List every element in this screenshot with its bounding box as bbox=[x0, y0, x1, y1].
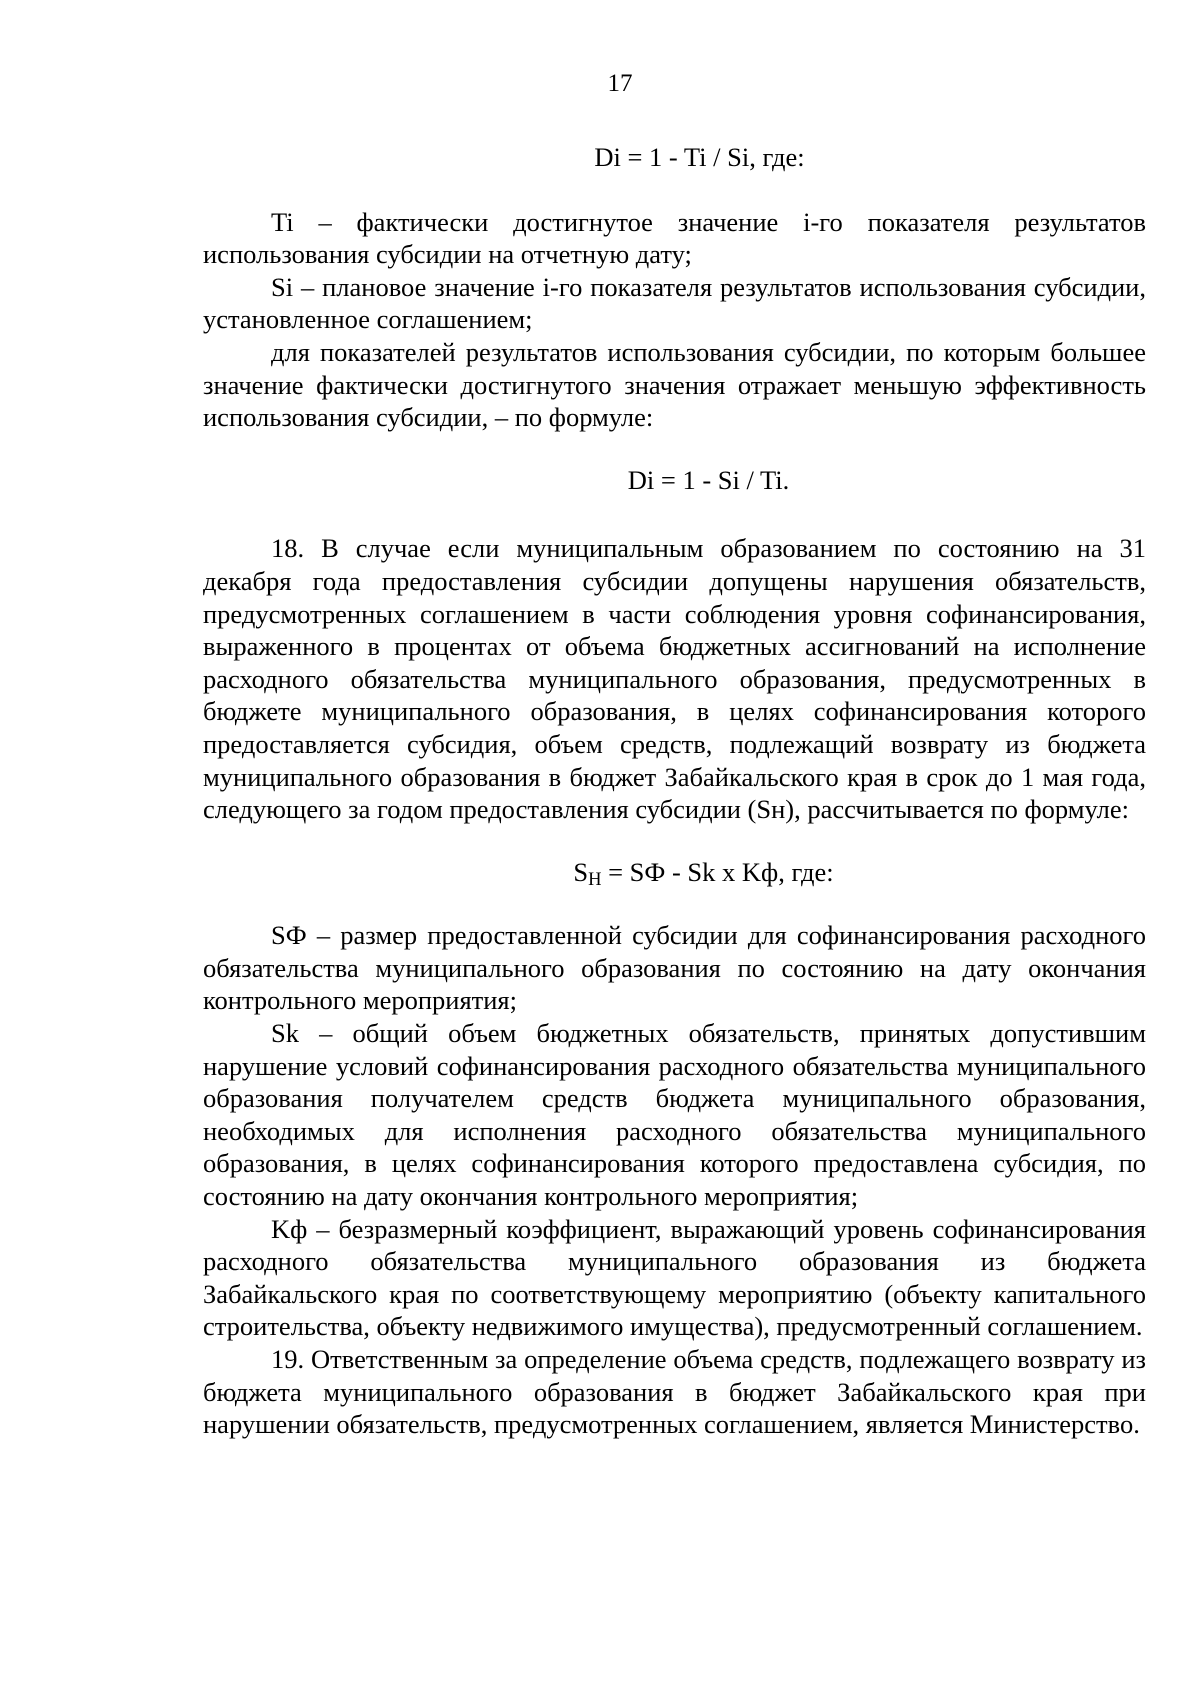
definition-si: Si – плановое значение i-го показателя результатов использования субсидии, установленное соглашением; bbox=[203, 271, 1146, 335]
definition-ti: Ti – фактически достигнутое значение i-го показателя результатов использования субсидии на отчетную дату; bbox=[203, 206, 1146, 270]
paragraph-18: 18. В случае если муниципальным образованием по состоянию на 31 декабря года предоставления субсидии допущены нарушения обязательств, предусмотренных соглашением в части соблюдения уровня софинансирования, выраженного в процентах от объема бюджетных ассигнований на исполнение расходного обязательства муниципального образования, предусмотренных в бюджете муниципального образования, в целях софинансирования которого предоставляется субсидия, объем средств, подлежащий возврату из бюджета муниципального образования в бюджет Забайкальского края в срок до 1 мая года, следующего за годом предоставления субсидии (Sн), рассчитывается по формуле: bbox=[203, 533, 1146, 825]
formula-sn bbox=[203, 856, 1146, 889]
formula-di-direct: Di = 1 - Ti / Si, где: bbox=[594, 142, 805, 172]
paragraph-inverse-indicators: для показателей результатов использования субсидии, по которым большее значение фактически достигнутого значения отражает меньшую эффективность использования субсидии, – по формуле: bbox=[203, 336, 1146, 433]
paragraph-19: 19. Ответственным за определение объема средств, подлежащего возврату из бюджета муниципального образования в бюджет Забайкальского края при нарушении обязательств, предусмотренных соглашением, является Министерство. bbox=[203, 1344, 1146, 1440]
definition-sk: Sk – общий объем бюджетных обязательств, принятых допустившим нарушение условий софинансирования расходного обязательства муниципального образования получателем средств бюджета муниципального образования, необходимых для исполнения расходного обязательства муниципального образования, в целях софинансирования которого предоставлена субсидия, по состоянию на дату окончания контрольного мероприятия; bbox=[203, 1018, 1146, 1212]
formula-sn-body: = SФ - Sk x Kф, где: bbox=[601, 856, 834, 887]
formula-sn-subscript: Н bbox=[588, 868, 602, 890]
formula-sn-symbol: S bbox=[573, 856, 589, 887]
definition-kf: Kф – безразмерный коэффициент, выражающий уровень софинансирования расходного обязательства муниципального образования из бюджета Забайкальского края по соответствующему мероприятию (объекту капитального строительства, объекту недвижимого имущества), предусмотренный соглашением. bbox=[203, 1213, 1146, 1342]
definition-sf: SФ – размер предоставленной субсидии для софинансирования расходного обязательства муниципального образования по состоянию на дату окончания контрольного мероприятия; bbox=[203, 920, 1146, 1016]
formula-di-inverse: Di = 1 - Si / Ti. bbox=[627, 464, 790, 495]
page-number: 17 bbox=[607, 70, 633, 97]
document-body bbox=[203, 141, 1146, 1441]
